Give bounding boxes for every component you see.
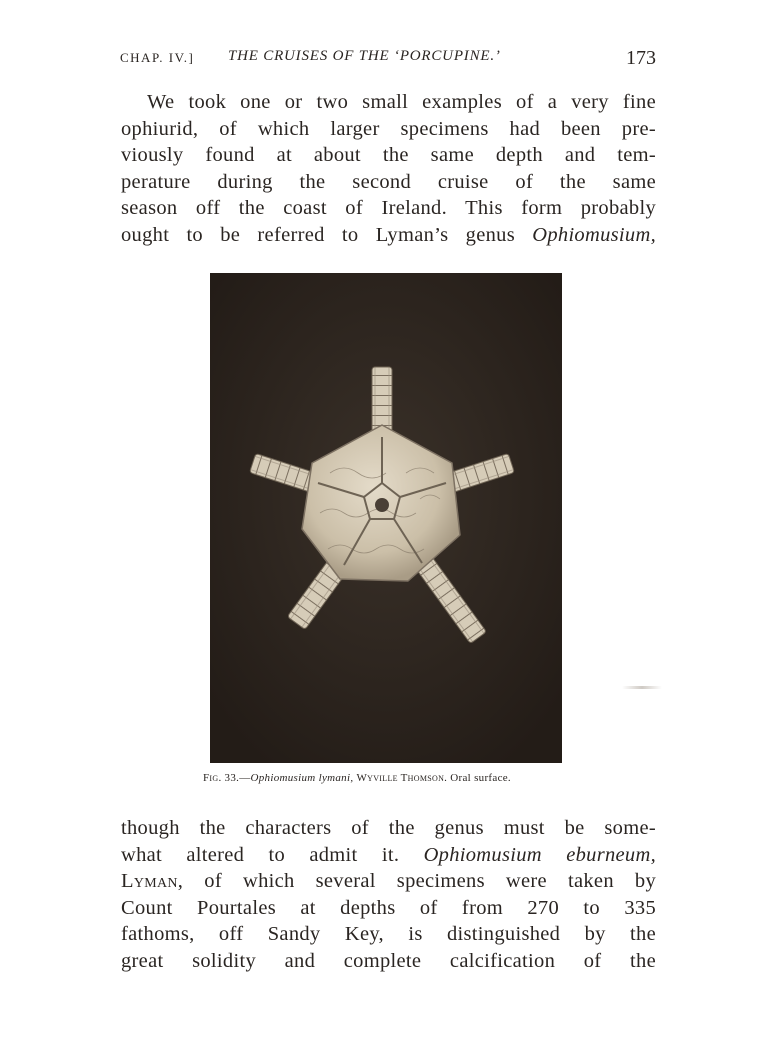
ophiuroid-illustration bbox=[210, 273, 562, 763]
caption-species: Ophiomusium lymani, bbox=[250, 772, 354, 784]
figure-plate bbox=[210, 273, 562, 763]
caption-description: Oral surface. bbox=[450, 772, 511, 784]
chapter-label: CHAP. IV.] bbox=[120, 50, 195, 65]
text-line: perature during the second cruise of the same bbox=[121, 170, 656, 193]
text-line: great solidity and complete calcification of the bbox=[121, 949, 656, 972]
paragraph-bottom bbox=[121, 815, 656, 975]
page-number: 173 bbox=[626, 47, 656, 69]
text-line: ophiurid, of which larger specimens had been pre- bbox=[121, 117, 656, 140]
text-line: We took one or two small examples of a very fine bbox=[147, 91, 656, 113]
text-line bbox=[121, 222, 656, 249]
text-line: though the characters of the genus must be some- bbox=[121, 817, 656, 839]
scan-mark bbox=[622, 686, 662, 689]
author-name: Lyman, bbox=[121, 870, 184, 893]
genus-name: Ophiomusium, bbox=[532, 223, 656, 246]
text-line bbox=[121, 868, 656, 895]
text-line bbox=[121, 842, 656, 869]
figure-caption bbox=[203, 772, 583, 784]
species-name: Ophiomusium eburneum, bbox=[423, 843, 656, 866]
text-line: viously found at about the same depth and tem- bbox=[121, 144, 656, 167]
text-fragment: ought to be referred to Lyman’s genus bbox=[121, 223, 533, 246]
caption-author: Wyville Thomson. bbox=[356, 772, 448, 784]
caption-fig-label: Fig. 33.— bbox=[203, 772, 251, 784]
running-head bbox=[120, 47, 658, 71]
mouth bbox=[375, 498, 389, 512]
text-line: season off the coast of Ireland. This form probably bbox=[121, 197, 656, 220]
paragraph-top bbox=[121, 89, 656, 249]
text-line: fathoms, off Sandy Key, is distinguished by the bbox=[121, 923, 656, 946]
text-fragment: what altered to admit it. bbox=[121, 843, 424, 866]
text-line: Count Pourtales at depths of from 270 to 335 bbox=[121, 896, 656, 919]
text-fragment: of which several specimens were taken by bbox=[183, 870, 656, 893]
running-title: THE CRUISES OF THE ‘PORCUPINE.’ bbox=[228, 48, 501, 64]
